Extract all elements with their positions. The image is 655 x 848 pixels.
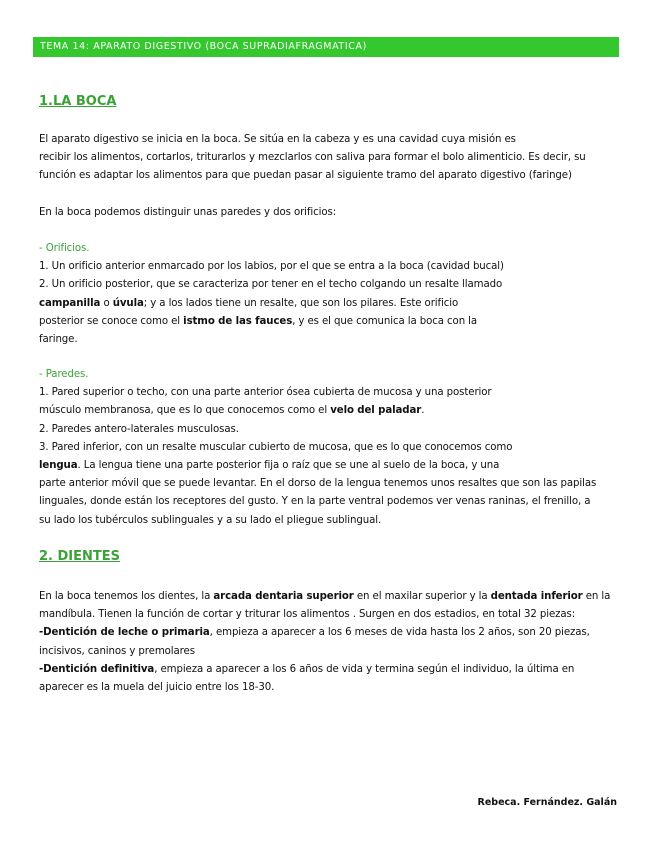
text-fragment: . bbox=[421, 405, 425, 417]
text-fragment: en el maxilar superior y la bbox=[353, 591, 491, 602]
distinguish-paragraph bbox=[39, 204, 621, 222]
intro-paragraph bbox=[39, 131, 621, 186]
text-line: En la boca podemos distinguir unas paredes y dos orificios: bbox=[39, 207, 337, 218]
term-dentada-inferior: dentada inferior bbox=[490, 591, 583, 602]
text-line: faringe. bbox=[39, 334, 78, 346]
text-line: 2. Un orificio posterior, que se caracteriza por tener en el techo colgando un resalte llamado bbox=[39, 279, 503, 291]
text-line: mandíbula. Tienen la función de cortar y triturar los alimentos . Surgen en dos estadios, en total 32 piezas: bbox=[39, 609, 576, 621]
subsection-title-paredes: - Paredes. bbox=[39, 369, 89, 380]
text-fragment: , empieza a aparecer a los 6 meses de vida hasta los 2 años, son 20 piezas, bbox=[209, 627, 590, 639]
section-title-dientes: 2. DIENTES bbox=[39, 549, 121, 564]
paredes-block bbox=[39, 366, 621, 530]
text-line: 3. Pared inferior, con un resalte muscular cubierto de mucosa, que es lo que conocemos como bbox=[39, 441, 513, 453]
text-fragment: en la bbox=[582, 591, 611, 602]
text-line: 2. Paredes antero-laterales musculosas. bbox=[39, 423, 239, 435]
text-fragment: ; y a los lados tiene un resalte, que son los pilares. Este orificio bbox=[143, 297, 459, 309]
text-line bbox=[39, 313, 621, 331]
term-denticion-definitiva: -Dentición definitiva bbox=[39, 663, 155, 675]
term-arcada-superior: arcada dentaria superior bbox=[213, 591, 354, 602]
text-line: parte anterior móvil que se puede levantar. En el dorso de la lengua tenemos unos resaltes que son las papilas bbox=[39, 478, 597, 490]
topic-banner: TEMA 14: APARATO DIGESTIVO (BOCA SUPRADIAFRAGMATICA) bbox=[33, 37, 619, 57]
term-istmo: istmo de las fauces bbox=[183, 315, 293, 327]
subsection-title-orificios: - Orificios. bbox=[39, 243, 90, 254]
text-line: su lado los tubérculos sublinguales y a su lado el pliegue sublingual. bbox=[39, 514, 382, 526]
text-line bbox=[39, 661, 621, 679]
text-line bbox=[39, 457, 621, 475]
text-line bbox=[39, 295, 621, 313]
text-fragment: o bbox=[100, 297, 113, 309]
text-line: función es adaptar los alimentos para que puedan pasar al siguiente tramo del aparato digestivo (faringe) bbox=[39, 170, 572, 182]
term-uvula: úvula bbox=[112, 297, 144, 309]
text-line: 1. Un orificio anterior enmarcado por los labios, por el que se entra a la boca (cavidad bucal) bbox=[39, 261, 504, 273]
text-line: 1. Pared superior o techo, con una parte anterior ósea cubierta de mucosa y una posterior bbox=[39, 387, 492, 399]
text-fragment: . La lengua tiene una parte posterior fija o raíz que se une al suelo de la boca, y una bbox=[77, 460, 500, 472]
dientes-paragraph bbox=[39, 588, 621, 697]
author-footer: Rebeca. Fernández. Galán bbox=[477, 797, 617, 808]
text-line: linguales, donde están los receptores del gusto. Y en la parte ventral podemos ver venas raninas, el frenillo, a bbox=[39, 496, 591, 508]
text-line bbox=[39, 588, 621, 606]
text-line bbox=[39, 624, 621, 642]
term-campanilla: campanilla bbox=[39, 297, 101, 309]
text-line bbox=[39, 402, 621, 420]
orificios-block bbox=[39, 240, 621, 349]
text-fragment: posterior se conoce como el bbox=[39, 315, 184, 327]
text-fragment: , y es el que comunica la boca con la bbox=[292, 315, 478, 327]
term-denticion-leche: -Dentición de leche o primaria bbox=[39, 627, 210, 639]
text-fragment: músculo membranosa, que es lo que conocemos como el bbox=[39, 405, 331, 417]
text-line: aparecer es la muela del juicio entre los 18-30. bbox=[39, 682, 275, 694]
text-line: incisivos, caninos y premolares bbox=[39, 645, 195, 657]
text-line: recibir los alimentos, cortarlos, triturarlos y mezclarlos con saliva para formar el bolo alimenticio. Es decir, su bbox=[39, 152, 586, 164]
section-title-boca: 1.LA BOCA bbox=[39, 94, 117, 109]
text-line: El aparato digestivo se inicia en la boca. Se sitúa en la cabeza y es una cavidad cuya misión es bbox=[39, 134, 516, 145]
term-velo-paladar: velo del paladar bbox=[330, 405, 422, 417]
text-fragment: En la boca tenemos los dientes, la bbox=[39, 591, 214, 602]
term-lengua: lengua bbox=[39, 460, 78, 472]
text-fragment: , empieza a aparecer a los 6 años de vida y termina según el individuo, la última en bbox=[154, 663, 575, 675]
